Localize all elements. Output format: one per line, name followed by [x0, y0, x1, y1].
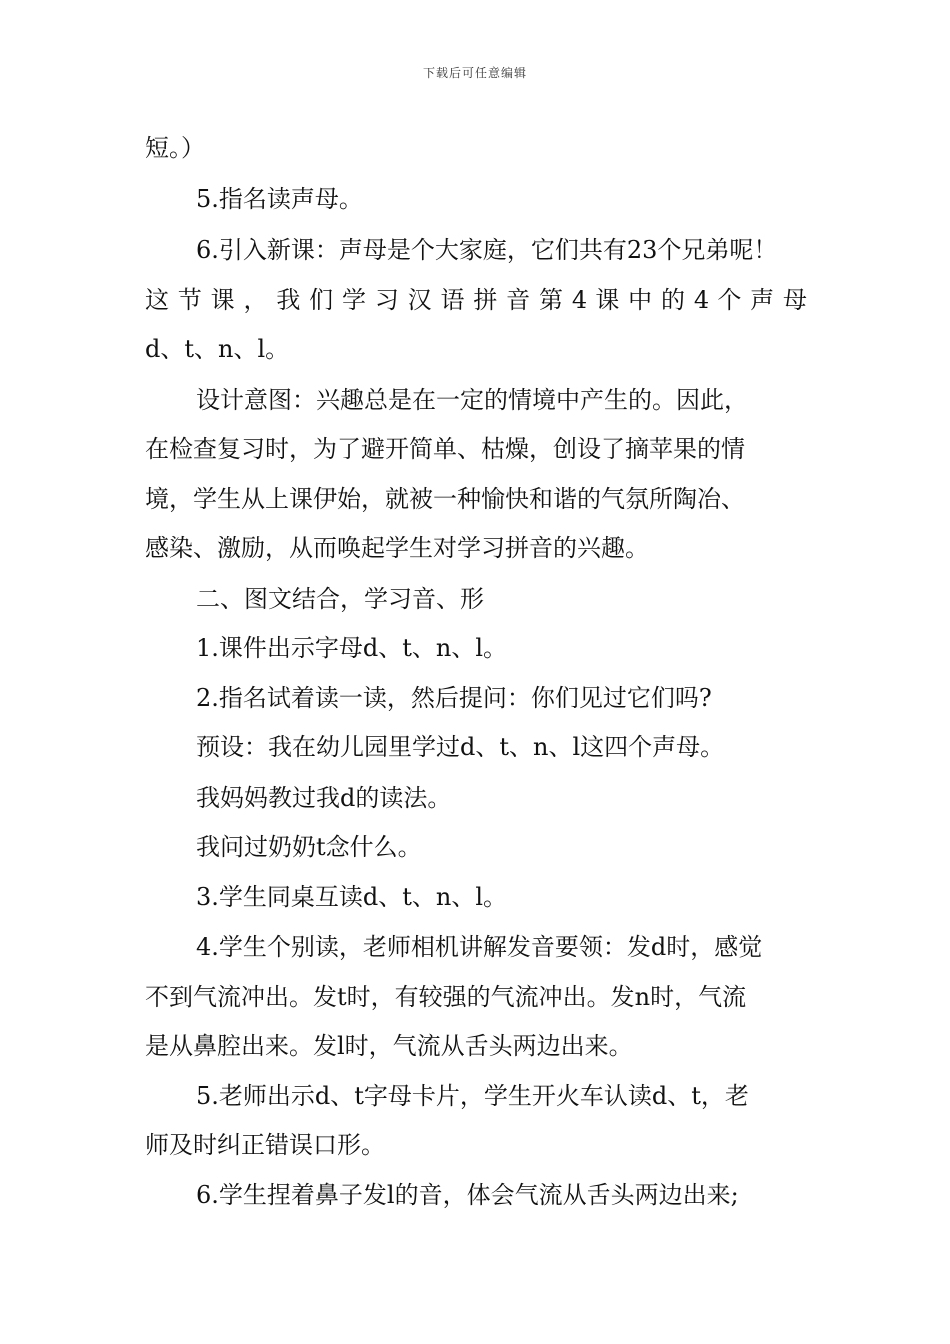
- text-line: 感染、激励，从而唤起学生对学习拼音的兴趣。: [145, 534, 649, 562]
- text-line: 设计意图：兴趣总是在一定的情境中产生的。因此，: [196, 386, 748, 414]
- page-header: 下载后可任意编辑: [422, 66, 527, 80]
- text-line: 1.课件出示字母d、t、n、l。: [196, 634, 508, 662]
- text-line: 境，学生从上课伊始，就被一种愉快和谐的气氛所陶冶、: [145, 485, 745, 513]
- text-line: 6.学生捏着鼻子发l的音，体会气流从舌头两边出来;: [196, 1181, 739, 1209]
- text-line: 2.指名试着读一读，然后提问：你们见过它们吗?: [196, 684, 712, 712]
- text-line: 我妈妈教过我d的读法。: [196, 784, 452, 812]
- text-line: 5.老师出示d、t字母卡片，学生开火车认读d、t，老: [196, 1082, 749, 1110]
- text-line: 在检查复习时，为了避开简单、枯燥，创设了摘苹果的情: [145, 435, 745, 463]
- text-line: 我问过奶奶t念什么。: [196, 833, 422, 861]
- text-line: 预设：我在幼儿园里学过d、t、n、l这四个声母。: [196, 733, 725, 761]
- text-line: 是从鼻腔出来。发l时，气流从舌头两边出来。: [145, 1032, 633, 1060]
- text-line: 不到气流冲出。发t时，有较强的气流冲出。发n时，气流: [145, 983, 747, 1011]
- text-line: 5.指名读声母。: [196, 185, 363, 213]
- text-line: 师及时纠正错误口形。: [145, 1131, 385, 1159]
- text-line: 4.学生个别读，老师相机讲解发音要领：发d时，感觉: [196, 933, 763, 961]
- text-line: 二、图文结合，学习音、形: [196, 585, 484, 613]
- text-line: 短。）: [145, 134, 205, 162]
- text-line: 6.引入新课：声母是个大家庭，它们共有23个兄弟呢！: [196, 236, 778, 264]
- text-line: 3.学生同桌互读d、t、n、l。: [196, 883, 508, 911]
- text-line: d、t、n、l。: [145, 335, 290, 363]
- text-line: 这 节 课 ， 我 们 学 习 汉 语 拼 音 第 4 课 中 的 4 个 声 母: [145, 286, 807, 314]
